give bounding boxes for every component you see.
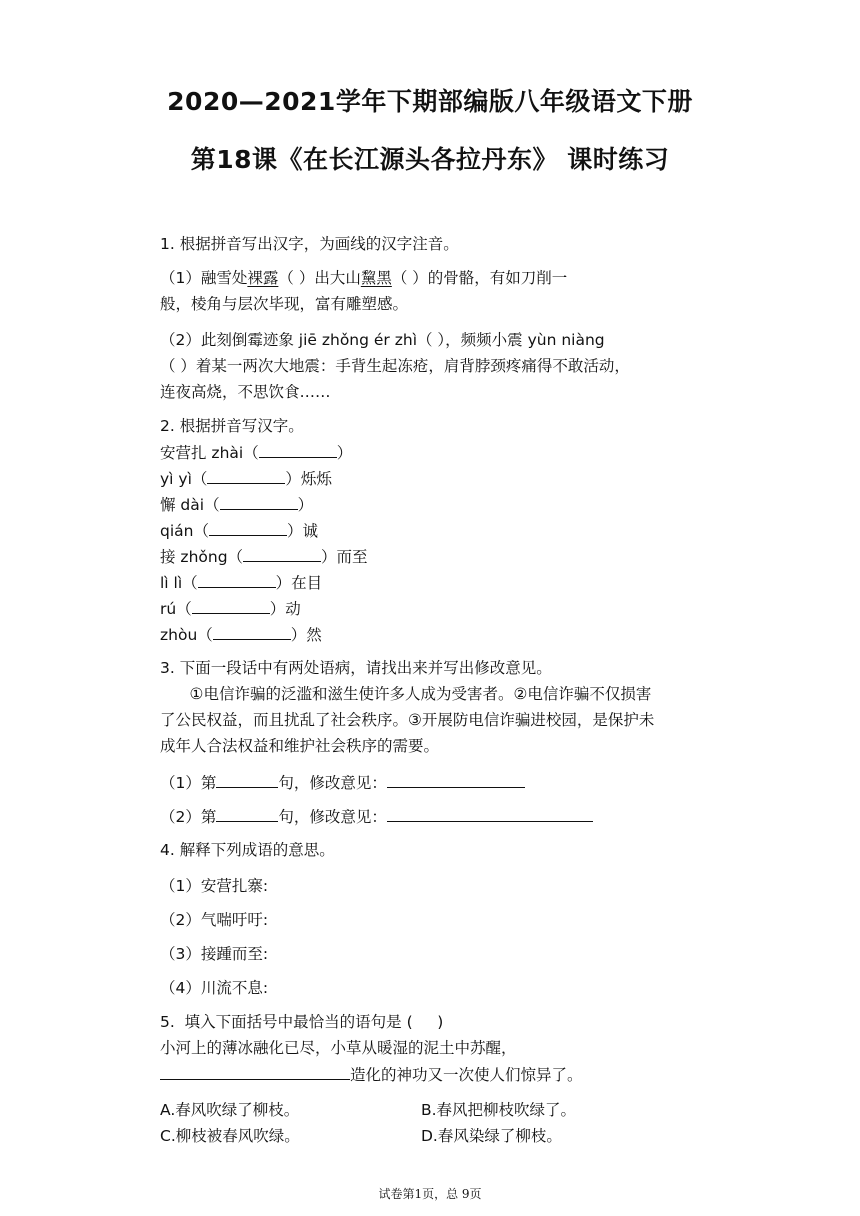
- q1-sentence2-line2: （ ）着某一两次大地震：手背生起冻疮，肩背脖颈疼痛得不敢活动，: [160, 357, 630, 375]
- answer-blank[interactable]: [243, 546, 321, 562]
- answer-blank[interactable]: [220, 494, 298, 510]
- q2-item: lì lì（ ）在目: [160, 574, 323, 592]
- q4-item: （4）川流不息:: [160, 979, 269, 997]
- q2-item: qián（ ）诚: [160, 522, 318, 540]
- q3-passage-line3: 成年人合法权益和维护社会秩序的需要。: [160, 737, 440, 755]
- q5-option-d[interactable]: D.春风染绿了柳枝。: [421, 1127, 562, 1145]
- q3-passage-line2: 了公民权益，而且扰乱了社会秩序。③开展防电信诈骗进校园，是保护未: [160, 711, 655, 729]
- q2-prompt: 2. 根据拼音写汉字。: [160, 417, 304, 435]
- q5-option-b[interactable]: B.春风把柳枝吹绿了。: [421, 1101, 577, 1119]
- answer-blank[interactable]: [198, 572, 276, 588]
- q3-prompt: 3. 下面一段话中有两处语病，请找出来并写出修改意见。: [160, 659, 552, 677]
- document-title: 2020—2021学年下期部编版八年级语文下册: [167, 87, 693, 116]
- q2-item: rú（ ）动: [160, 600, 301, 618]
- answer-blank[interactable]: [213, 624, 291, 640]
- page-footer: 试卷第1页，总 9页: [378, 1187, 482, 1201]
- q5-option-a[interactable]: A.春风吹绿了柳枝。: [160, 1101, 300, 1119]
- sentence-number-blank[interactable]: [216, 772, 278, 788]
- q2-item: 安营扎 zhài（ ）: [160, 444, 353, 462]
- q3-answer-1: （1）第 句，修改意见：: [160, 772, 525, 793]
- answer-blank[interactable]: [160, 1064, 350, 1080]
- q1-sentence2-line3: 连夜高烧，不思饮食……: [160, 383, 331, 401]
- q2-item: 懈 dài（ ）: [160, 496, 314, 514]
- q3-answer-2: （2）第 句，修改意见：: [160, 806, 593, 827]
- q5-line1: 小河上的薄冰融化已尽，小草从暖湿的泥土中苏醒，: [160, 1039, 517, 1057]
- q3-passage-line1: ①电信诈骗的泛滥和滋生使许多人成为受害者。②电信诈骗不仅损害: [160, 685, 652, 703]
- revision-blank[interactable]: [387, 806, 593, 822]
- q5-prompt: 5. 填入下面括号中最恰当的语句是 ( ): [160, 1013, 444, 1031]
- q4-item: （2）气喘吁吁:: [160, 911, 269, 929]
- underlined-word: 黧黑: [360, 269, 392, 287]
- answer-blank[interactable]: [209, 520, 287, 536]
- revision-blank[interactable]: [387, 772, 525, 788]
- q4-prompt: 4. 解释下列成语的意思。: [160, 841, 335, 859]
- answer-blank[interactable]: [207, 468, 285, 484]
- answer-blank[interactable]: [259, 442, 337, 458]
- q5-option-c[interactable]: C.柳枝被春风吹绿。: [160, 1127, 300, 1145]
- q2-item: yì yì（ ）烁烁: [160, 470, 332, 488]
- q1-sentence1-line1: （1）融雪处裸露（ ）出大山黧黑（ ）的骨骼，有如刀削一: [160, 269, 568, 287]
- sentence-number-blank[interactable]: [216, 806, 278, 822]
- underlined-word: 裸露: [247, 269, 279, 287]
- document-subtitle: 第18课《在长江源头各拉丹东》 课时练习: [190, 145, 670, 174]
- q2-item: 接 zhǒng（ ）而至: [160, 548, 368, 566]
- answer-blank[interactable]: [192, 598, 270, 614]
- q2-item: zhòu（ ）然: [160, 626, 322, 644]
- q1-sentence1-line2: 般，棱角与层次毕现，富有雕塑感。: [160, 295, 409, 313]
- q1-sentence2-line1: （2）此刻倒霉迹象 jiē zhǒng ér zhì（ ），频频小震 yùn niàng: [160, 331, 605, 349]
- q1-prompt: 1. 根据拼音写出汉字，为画线的汉字注音。: [160, 235, 459, 253]
- q5-line2: 造化的神功又一次使人们惊异了。: [160, 1064, 583, 1085]
- q4-item: （1）安营扎寨:: [160, 877, 269, 895]
- q4-item: （3）接踵而至:: [160, 945, 269, 963]
